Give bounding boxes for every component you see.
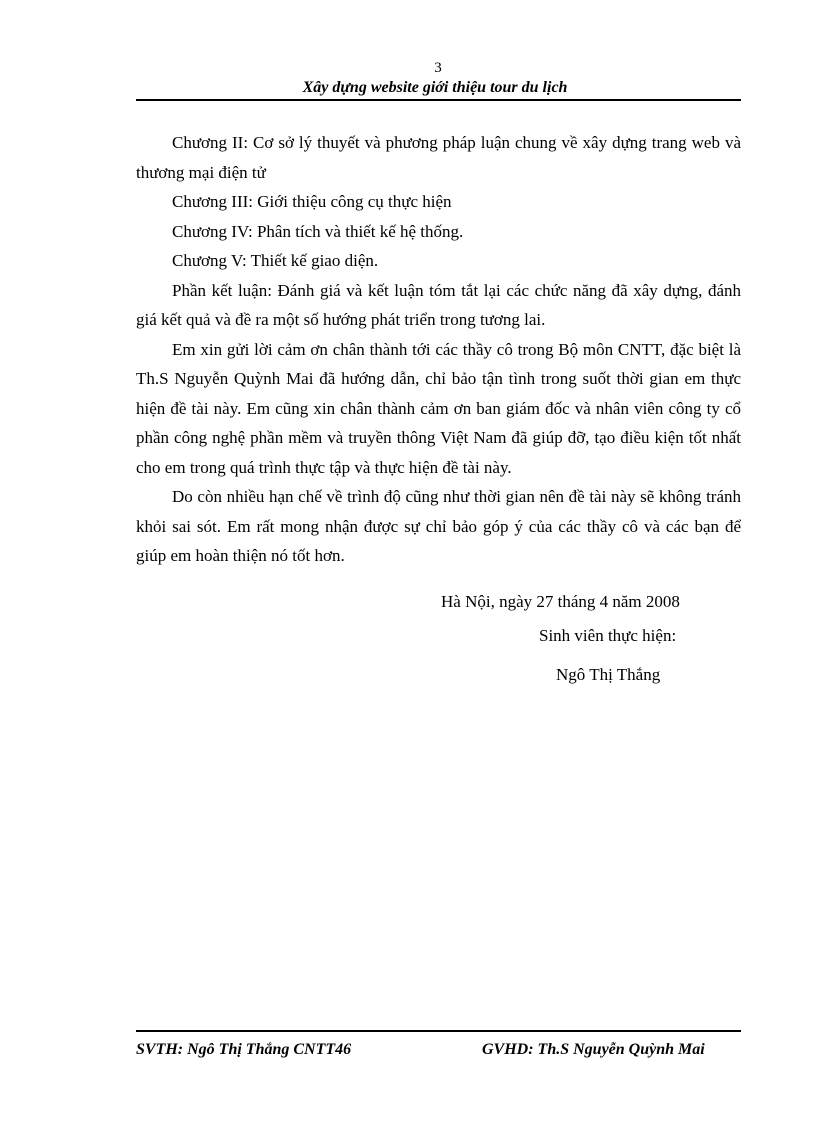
signature-role: Sinh viên thực hiện: (539, 626, 677, 645)
paragraph-chapter-3: Chương III: Giới thiệu công cụ thực hiện (172, 192, 452, 211)
paragraph-conclusion: Phần kết luận: Đánh giá và kết luận tóm tắt lại các chức năng đã xây dựng, đánh giá kết quả và đề ra một số hướng phát triển trong tương lai. (136, 280, 741, 329)
page-number: 3 (434, 60, 442, 76)
paragraph-chapter-2: Chương II: Cơ sở lý thuyết và phương pháp luận chung về xây dựng trang web và thương mại điện tử (136, 133, 741, 182)
footer-advisor: GVHD: Th.S Nguyễn Quỳnh Mai (482, 1041, 705, 1058)
footer-divider (136, 1030, 741, 1032)
header-divider (136, 99, 741, 101)
paragraph-chapter-4: Chương IV: Phân tích và thiết kế hệ thống. (172, 221, 464, 241)
footer-student: SVTH: Ngô Thị Thắng CNTT46 (136, 1041, 352, 1058)
signature-name: Ngô Thị Thắng (556, 665, 661, 684)
signature-date: Hà Nội, ngày 27 tháng 4 năm 2008 (441, 592, 680, 611)
document-header-title: Xây dựng website giới thiệu tour du lịch (302, 79, 568, 96)
document-body (136, 128, 741, 571)
paragraph-closing: Do còn nhiều hạn chế về trình độ cũng như thời gian nên đề tài này sẽ không tránh khỏi sai sót. Em rất mong nhận được sự chỉ bảo góp ý của các thầy cô và các bạn để giúp em hoàn thiện nó tốt hơn. (136, 487, 741, 565)
paragraph-chapter-5: Chương V: Thiết kế giao diện. (172, 251, 379, 270)
paragraph-acknowledgement: Em xin gửi lời cảm ơn chân thành tới các thầy cô trong Bộ môn CNTT, đặc biệt là Th.S Nguyễn Quỳnh Mai đã hướng dẫn, chỉ bảo tận tình trong suốt thời gian em thực hiện đề tài này. Em cũng xin chân thành cảm ơn ban giám đốc và nhân viên công ty cổ phần công nghệ phần mềm và truyền thông Việt Nam đã giúp đỡ, tạo điều kiện tốt nhất cho em trong quá trình thực tập và thực hiện đề tài này. (136, 339, 741, 477)
